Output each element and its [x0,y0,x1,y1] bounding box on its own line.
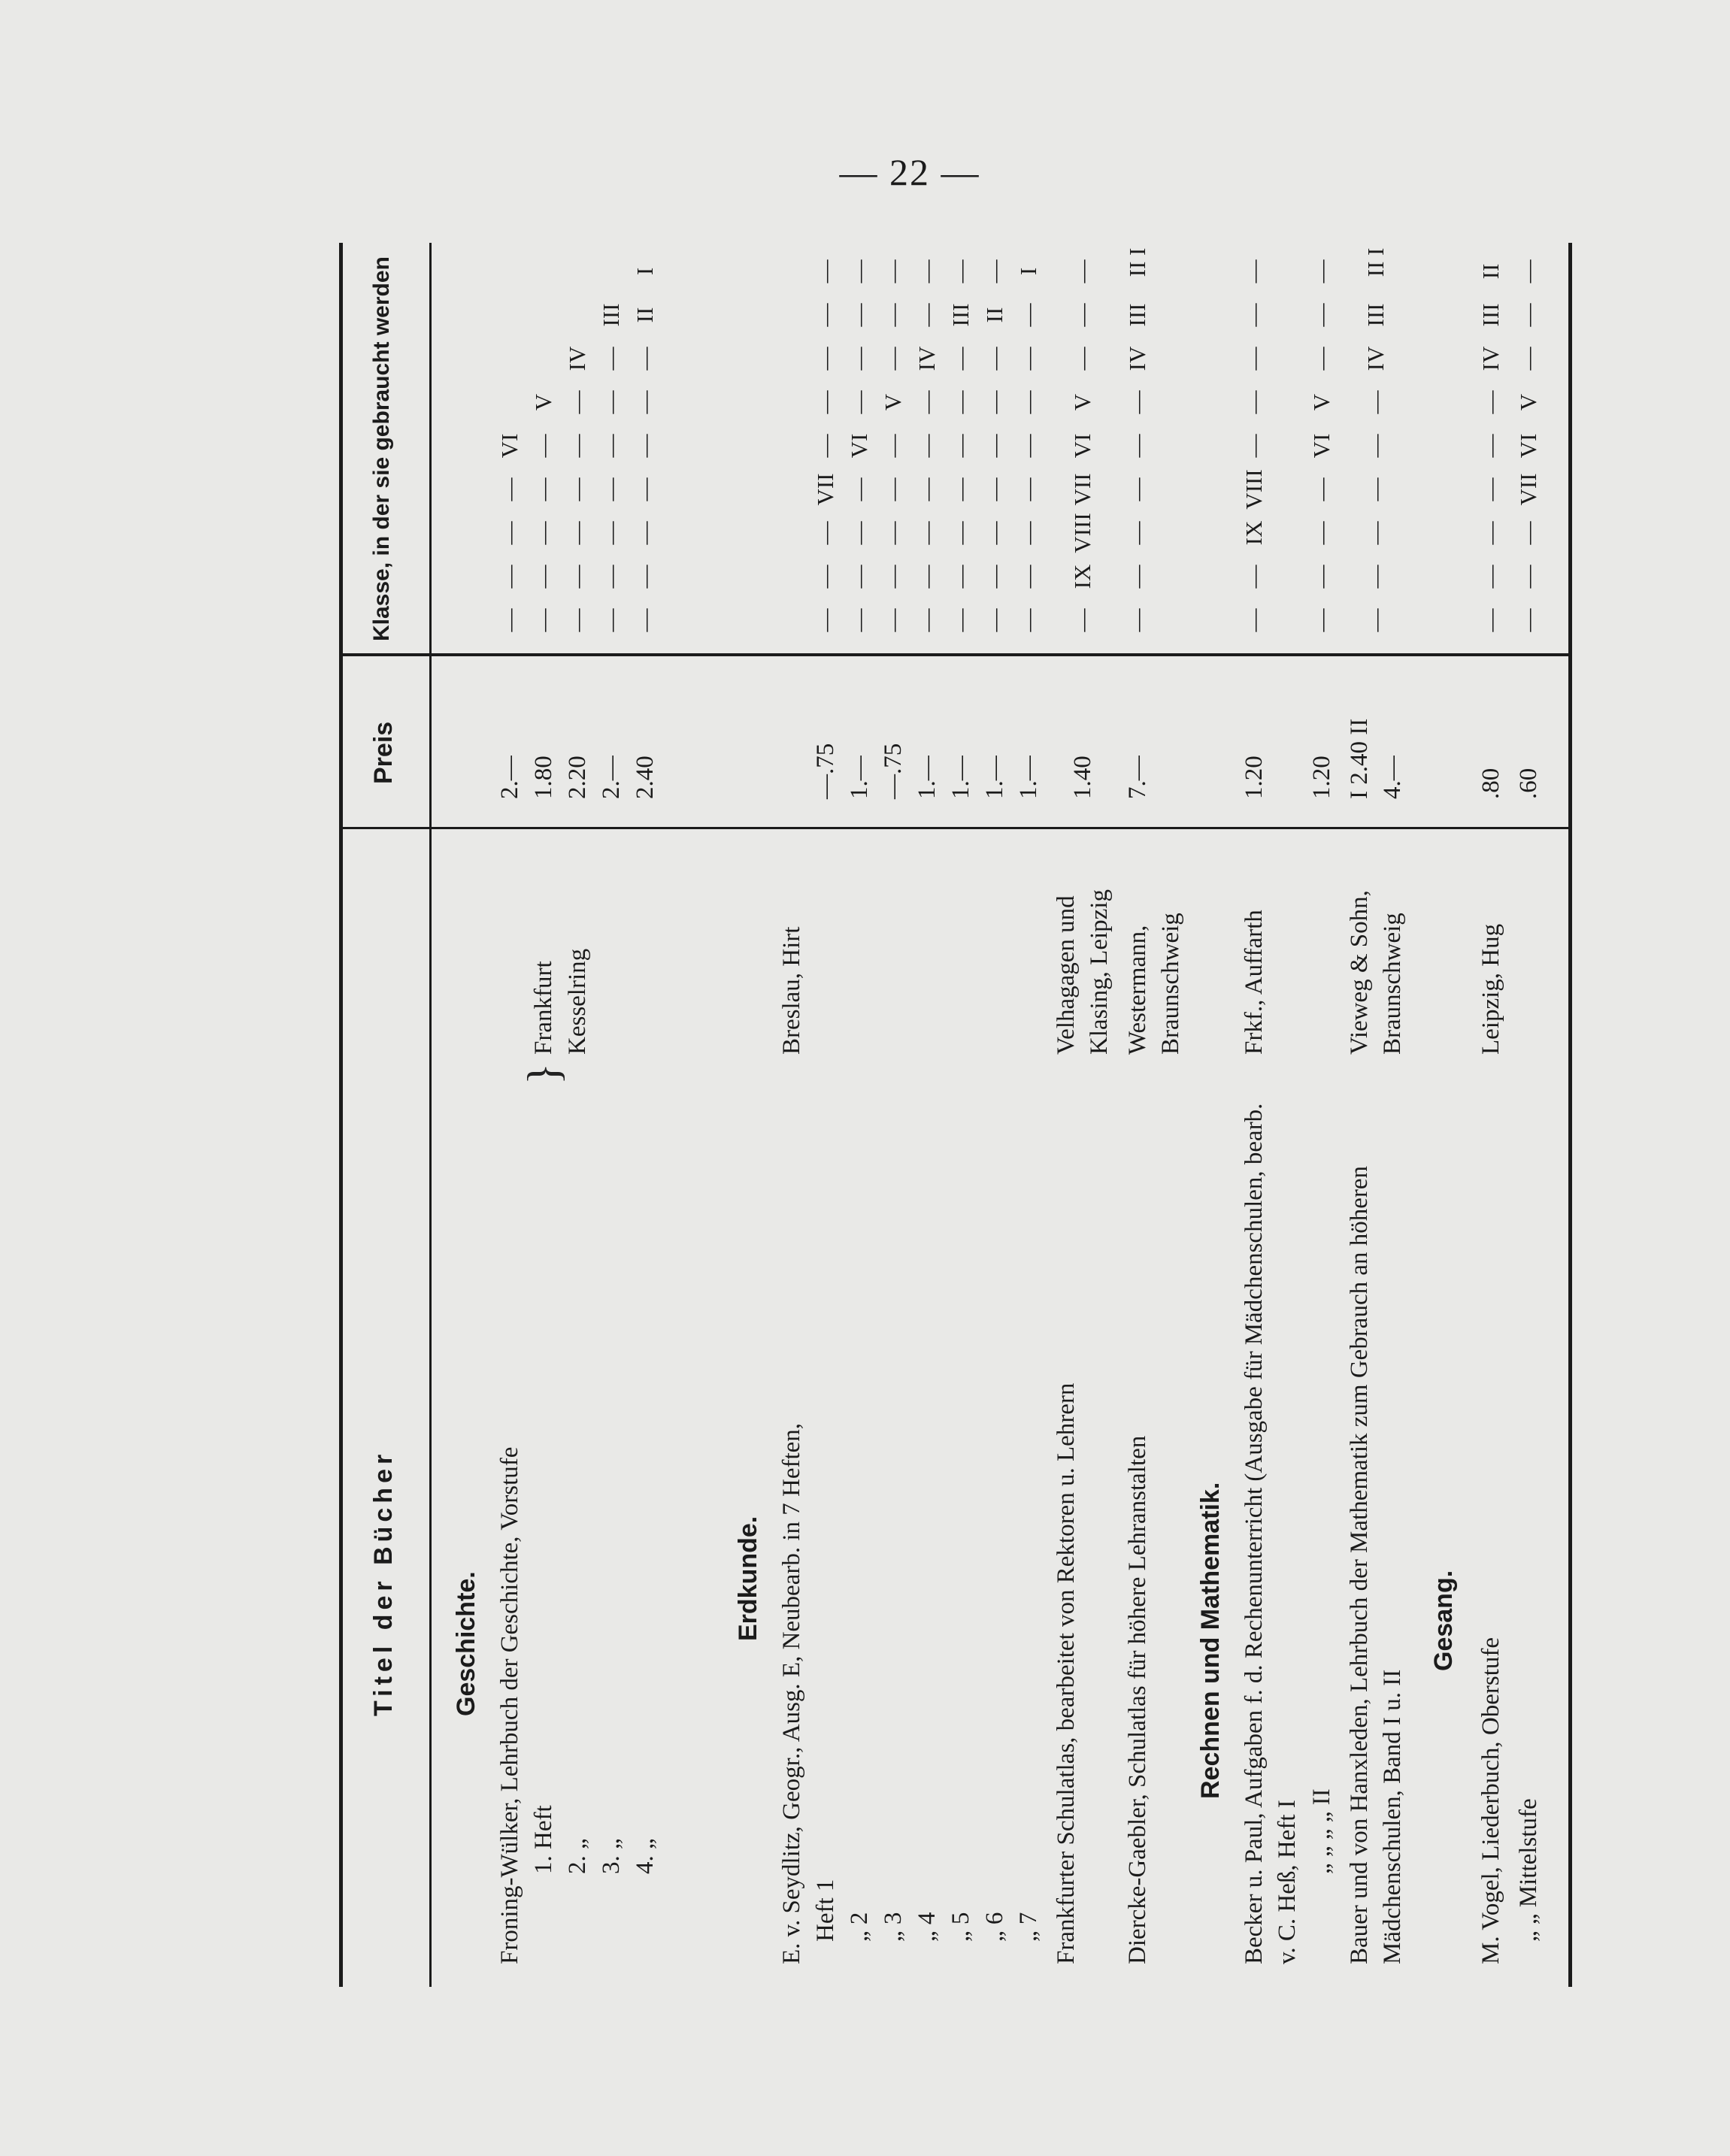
book-price: 2.40 [632,756,659,799]
klasse-cell: IX [1069,564,1095,589]
klasse-cell: — [1124,390,1150,414]
book-title: „ 3 [880,1912,907,1942]
klasse-cell: — [880,434,906,458]
klasse-cell: — [913,259,940,283]
book-price: .80 [1477,768,1504,799]
klasse-cell: IV [1362,346,1389,371]
book-title: „ „ Mittelstufe [1515,1798,1542,1942]
klasse-cell: — [530,565,556,589]
book-price: .60 [1515,768,1542,799]
klasse-cell: — [564,521,590,545]
klasse-cell: — [1477,434,1504,458]
klasse-cell: — [1241,608,1267,632]
klasse-cell: — [1015,521,1041,545]
table-row [910,243,944,1987]
table-row [1343,243,1409,1987]
klasse-cell: — [1124,565,1150,589]
book-publisher: Frankfurt [530,961,557,1055]
klasse-cell: — [598,390,624,414]
rotated-book-table [339,243,1572,1987]
klasse-cells [561,250,594,641]
table-row [493,243,526,1987]
klasse-cell: — [947,434,974,458]
klasse-cell: — [846,390,872,414]
klasse-cell: — [632,390,658,414]
klasse-cell: — [1015,390,1041,414]
klasse-cell: — [598,521,624,545]
klasse-cell: V [1308,393,1335,411]
book-title: „ 2 [846,1912,873,1942]
klasse-cell: — [880,259,906,283]
book-price: 2.— [598,756,625,799]
klasse-cell: — [1308,565,1335,589]
klasse-cell: — [947,521,974,545]
klasse-cell: — [947,259,974,283]
book-title: Diercke-Gaebler, Schulatlas für höhere Lehranstalten [1124,1435,1151,1964]
klasse-cell: — [564,434,590,458]
klasse-cell: — [880,565,906,589]
book-title: Heft 1 [812,1879,839,1942]
section-erdkunde: Erdkunde. [734,1516,762,1641]
klasse-cells [629,250,662,641]
klasse-cell: — [598,565,624,589]
book-publisher: Velhagagen und Klasing, Leipzig [1053,889,1113,1055]
book-price: 1.— [913,756,941,799]
klasse-cell: — [1069,259,1095,283]
klasse-cell: — [812,608,838,632]
klasse-cells [944,250,977,641]
klasse-cell: — [1308,608,1335,632]
klasse-cell: VI [1515,433,1541,459]
header-titel: Titel der Bücher [369,1449,398,1716]
klasse-cell: — [913,477,940,501]
klasse-cell: — [1477,608,1504,632]
klasse-cells [809,250,842,641]
klasse-cell: III [1477,303,1504,327]
klasse-cell: — [1477,565,1504,589]
klasse-cell: — [564,565,590,589]
klasse-cell: — [632,521,658,545]
book-title: Becker u. Paul, Aufgaben f. d. Rechenunterricht (Ausgabe für Mädchenschulen, bearb. v. C. Heß, Heft I [1241,1103,1301,1964]
klasse-cell: IV [564,346,590,371]
table-row [1512,243,1545,1987]
klasse-cell: VI [496,433,523,459]
klasse-cell: VIII [1241,469,1267,510]
klasse-cell: VI [1069,433,1095,459]
klasse-cell: — [1515,565,1541,589]
klasse-cell: — [1477,521,1504,545]
book-title: M. Vogel, Liederbuch, Oberstufe [1477,1637,1504,1964]
klasse-cell: — [913,565,940,589]
klasse-cell: V [1515,393,1541,411]
table-row [843,243,876,1987]
klasse-cell: — [530,434,556,458]
klasse-cell: — [981,608,1007,632]
book-publisher: Frkf., Auffarth [1241,910,1268,1055]
header-klasse: Klasse, in der sie gebraucht werden [369,256,394,641]
klasse-cell: — [1362,608,1389,632]
klasse-cell: — [564,608,590,632]
table-row [629,243,662,1987]
book-title: 2. „ [564,1838,591,1874]
klasse-cell: — [598,608,624,632]
klasse-cell: — [1015,347,1041,371]
klasse-cells [877,250,910,641]
klasse-cell: IV [1477,346,1504,371]
table-row [561,243,594,1987]
klasse-cells [910,250,944,641]
book-title: Froning-Wülker, Lehrbuch der Geschichte, Vorstufe [496,1446,523,1964]
table-row [978,243,1011,1987]
section-geschichte: Geschichte. [452,1571,480,1716]
klasse-cell: — [632,347,658,371]
book-price: 1.20 [1308,756,1335,799]
klasse-cells [1066,250,1099,641]
book-title: „ 6 [981,1912,1008,1942]
table-top-rule [339,243,343,1987]
klasse-cell: — [880,521,906,545]
book-price: 2.— [496,756,523,799]
klasse-cell: — [1515,259,1541,283]
klasse-cell: — [981,347,1007,371]
klasse-cells [1359,247,1392,641]
book-price: 1.— [981,756,1008,799]
klasse-cell: — [981,477,1007,501]
table-row [809,243,842,1987]
table-row [775,243,808,1987]
klasse-cells [527,250,560,641]
klasse-cell: — [1362,477,1389,501]
klasse-cell: — [496,565,523,589]
klasse-cell: — [1124,477,1150,501]
klasse-cell: — [1015,608,1041,632]
klasse-cell: — [981,390,1007,414]
klasse-cell: II I [1124,247,1150,277]
klasse-cell: — [880,347,906,371]
klasse-cell: — [496,608,523,632]
table-row [1012,243,1045,1987]
klasse-cell: I [1015,267,1041,276]
book-table [339,243,1572,1987]
book-price: —.75 [812,743,839,799]
klasse-cell: VI [846,433,872,459]
book-publisher: Breslau, Hirt [778,926,805,1055]
book-title: 3. „ [598,1838,625,1874]
klasse-cell: — [812,390,838,414]
book-title: Frankfurter Schulatlas, bearbeitet von Rektoren u. Lehrern [1053,1382,1080,1964]
book-title: 1. Heft [530,1805,557,1874]
book-price: 1.— [947,756,974,799]
klasse-cell: — [1124,521,1150,545]
klasse-cell: — [812,259,838,283]
klasse-cell: V [530,393,556,411]
klasse-cells [1474,250,1507,641]
header-preis: Preis [369,721,398,784]
book-price: 7.— [1124,756,1151,799]
klasse-cell: — [846,521,872,545]
klasse-cell: — [947,390,974,414]
klasse-cells [1305,250,1338,641]
table-row [1238,243,1304,1987]
book-title: „ 4 [913,1912,941,1942]
klasse-cells [595,250,628,641]
klasse-cell: — [947,608,974,632]
klasse-cell: VI [1308,433,1335,459]
klasse-cell: — [913,434,940,458]
klasse-cells [1012,250,1045,641]
table-row [944,243,977,1987]
book-title: 4. „ [632,1838,659,1874]
klasse-cell: — [846,347,872,371]
klasse-cells [843,250,876,641]
table-bottom-rule [1568,243,1572,1987]
klasse-cell: — [1241,434,1267,458]
klasse-cell: V [880,393,906,411]
book-publisher: Westermann, Braunschweig [1124,913,1184,1055]
book-title: „ „ „ „ II [1308,1788,1335,1874]
klasse-cell: — [632,608,658,632]
klasse-cell: — [913,390,940,414]
book-price: —.75 [880,743,907,799]
klasse-cell: — [632,565,658,589]
klasse-cell: IX [1241,520,1267,546]
klasse-cell: — [812,434,838,458]
klasse-cell: — [598,434,624,458]
brace-symbol: } [519,1063,568,1085]
book-publisher: Leipzig, Hug [1477,923,1504,1055]
klasse-cell: — [812,565,838,589]
klasse-cell: — [1015,565,1041,589]
klasse-cell: — [1515,608,1541,632]
klasse-cell: — [1477,390,1504,414]
klasse-cell: — [530,521,556,545]
klasse-cell: — [981,434,1007,458]
klasse-cell: — [1015,303,1041,327]
klasse-cell: — [530,477,556,501]
klasse-cell: — [812,521,838,545]
klasse-cell: — [1308,477,1335,501]
klasse-cell: — [812,347,838,371]
klasse-cell: — [1241,347,1267,371]
klasse-cell: — [1515,521,1541,545]
book-publisher: Vieweg & Sohn, Braunschweig [1346,890,1406,1055]
klasse-cell: VII [812,473,838,506]
klasse-cell: — [846,565,872,589]
klasse-cell: V [1069,393,1095,411]
table-row [1474,243,1507,1987]
klasse-cell: — [1241,565,1267,589]
klasse-cell: III [947,303,974,327]
klasse-cells [1238,250,1271,641]
klasse-cell: III [1124,303,1150,327]
klasse-cell: — [981,521,1007,545]
klasse-cell: — [1015,434,1041,458]
klasse-cell: III [1362,303,1389,327]
book-price: 1.80 [530,756,557,799]
klasse-cell: — [913,303,940,327]
klasse-cell: — [913,521,940,545]
klasse-cell: — [1241,390,1267,414]
page-number: — 22 — [839,151,980,193]
book-title: Bauer und von Hanxleden, Lehrbuch der Mathematik zum Gebrauch an höheren Mädchenschulen, Band I u. II [1346,1165,1406,1964]
klasse-cell: — [880,608,906,632]
klasse-cell: — [1241,303,1267,327]
table-row [1121,243,1187,1987]
klasse-cell: III [598,303,624,327]
klasse-cell: — [846,259,872,283]
klasse-cell: — [564,477,590,501]
klasse-cell: — [1308,259,1335,283]
klasse-cell: — [846,477,872,501]
klasse-cell: VII [1515,473,1541,506]
klasse-cell: — [1362,521,1389,545]
section-gesang: Gesang. [1429,1570,1458,1671]
book-price: 1.40 [1069,756,1096,799]
klasse-cell: — [947,477,974,501]
klasse-cell: — [1477,477,1504,501]
klasse-cells [493,250,526,641]
klasse-cell: — [1362,390,1389,414]
klasse-cell: — [1515,347,1541,371]
book-price: 1.20 [1241,756,1268,799]
klasse-cell: — [981,259,1007,283]
klasse-cell: — [1308,347,1335,371]
klasse-cells [978,250,1011,641]
klasse-cell: — [496,521,523,545]
table-row [519,243,568,1987]
book-price: 2.20 [564,756,591,799]
book-price: 1.— [1015,756,1042,799]
klasse-cell: IV [1124,346,1150,371]
book-price: I 2.40 II 4.— [1346,718,1406,799]
klasse-cell: — [598,477,624,501]
klasse-cell: II [1477,263,1504,280]
klasse-cell: — [1124,608,1150,632]
klasse-cell: — [1362,434,1389,458]
klasse-cell: — [812,303,838,327]
klasse-cell: — [846,608,872,632]
table-row [1050,243,1116,1987]
klasse-cell: — [981,565,1007,589]
table-row [877,243,910,1987]
klasse-cells [1512,250,1545,641]
klasse-cell: — [1308,303,1335,327]
klasse-cell: — [1241,259,1267,283]
klasse-cell: — [880,303,906,327]
table-row [595,243,628,1987]
book-title: „ 7 [1015,1912,1042,1942]
klasse-cell: — [1069,303,1095,327]
klasse-cell: IV [913,346,940,371]
klasse-cell: II I [1362,247,1389,277]
klasse-cell: — [1069,347,1095,371]
klasse-cell: — [632,434,658,458]
header-rule [429,243,432,1987]
klasse-cell: — [913,608,940,632]
klasse-cell: I [632,267,658,276]
klasse-cell: II [981,307,1007,323]
klasse-cell: — [632,477,658,501]
book-title: E. v. Seydlitz, Geogr., Ausg. E, Neubearb. in 7 Heften, [778,1422,805,1964]
klasse-cells [1121,247,1154,641]
klasse-cell: — [1515,303,1541,327]
klasse-cell: — [880,477,906,501]
klasse-cell: — [1124,434,1150,458]
klasse-cell: VIII [1069,513,1095,553]
klasse-cell: VII [1069,473,1095,506]
klasse-cell: — [1362,565,1389,589]
table-row [1305,243,1338,1987]
klasse-cell: — [496,477,523,501]
book-publisher: Kesselring [564,948,591,1055]
klasse-cell: — [564,390,590,414]
klasse-cell: — [530,608,556,632]
section-rechnen: Rechnen und Mathematik. [1196,1482,1225,1799]
book-price: 1.— [846,756,873,799]
klasse-cell: — [947,347,974,371]
book-title: „ 5 [947,1912,974,1942]
klasse-cell: — [846,303,872,327]
klasse-cell: — [598,347,624,371]
klasse-cell: — [1308,521,1335,545]
klasse-cell: II [632,307,658,323]
klasse-cell: — [1015,477,1041,501]
klasse-cell: — [947,565,974,589]
klasse-cell: — [1069,608,1095,632]
